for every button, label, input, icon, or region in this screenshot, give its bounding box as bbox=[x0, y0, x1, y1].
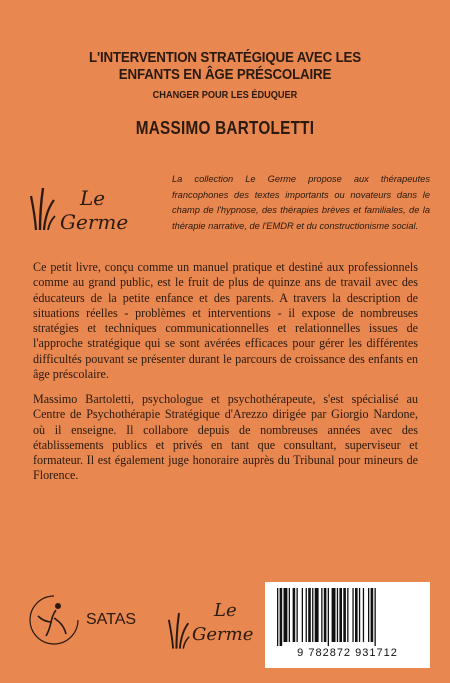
isbn-number: 9 782872 931712 bbox=[297, 647, 398, 659]
le-germe-logo bbox=[30, 178, 170, 238]
barcode-bar bbox=[280, 588, 283, 646]
barcode-bar bbox=[312, 588, 313, 642]
barcode-bar bbox=[352, 588, 353, 642]
title-line-2: ENFANTS EN ÂGE PRÉSCOLAIRE bbox=[118, 67, 332, 83]
barcode-bar bbox=[355, 588, 358, 642]
barcode-bar bbox=[368, 588, 369, 642]
barcode-bar bbox=[375, 588, 376, 646]
barcode-bar bbox=[324, 588, 327, 642]
barcode-bar bbox=[339, 588, 342, 642]
description-paragraph: Ce petit livre, conçu comme un manuel pratique et destiné aux professionnels comme au grand public, est le fruit de plus de quinze ans de travail avec des éducateurs de la petite enfance et des parents. A travers la description de situations réelles - problèmes et interventions - il expose de nombreuses stratégies et techniques communicationnelles et relationnelles issues de l'approche stratégique qui se sont avérées efficaces pour gérer les différentes difficultés pouvant se présenter durant le parcours de croissance des enfants en âge préscolaire. bbox=[33, 260, 418, 382]
author-name: MASSIMO BARTOLETTI bbox=[135, 118, 315, 138]
barcode-bar bbox=[308, 588, 311, 642]
barcode-bar bbox=[371, 588, 374, 642]
logo-text-germe: Germe bbox=[192, 624, 254, 645]
book-title bbox=[36, 50, 413, 84]
barcode-bar bbox=[328, 588, 329, 646]
barcode-bars bbox=[277, 588, 418, 646]
author-bio-paragraph: Massimo Bartoletti, psychologue et psychothérapeute, s'est spécialisé au Centre de Psychothérapie Stratégique d'Arezzo dirigée par Giorgio Nardone, où il enseigne. Il collabore depuis de nombreuses années avec des établissements publics et privés en tant que consultant, superviseur et formateur. Il est également juge honoraire auprès du Tribunal pour mineurs de Florence. bbox=[33, 392, 418, 483]
barcode-bar bbox=[289, 588, 290, 642]
barcode-bar bbox=[302, 588, 303, 642]
barcode-bar bbox=[277, 588, 278, 646]
barcode-bar bbox=[315, 588, 319, 642]
collection-description: La collection Le Germe propose aux thérapeutes francophones des textes importants ou novateurs dans le champ de l'hypnose, des thérapies brèves et familiales, de la thérapie narrative, de l'EMDR et du constructionisme social. bbox=[172, 174, 430, 231]
barcode-bar bbox=[306, 588, 307, 642]
book-subtitle: CHANGER POUR LES ÉDUQUER bbox=[152, 90, 298, 101]
publisher-name: SATAS bbox=[86, 611, 137, 628]
le-germe-footer-logo bbox=[168, 598, 268, 658]
barcode-bar bbox=[297, 588, 298, 642]
grass-icon bbox=[30, 186, 56, 230]
barcode-bar bbox=[363, 588, 364, 642]
barcode-bar bbox=[337, 588, 338, 642]
barcode-bar bbox=[343, 588, 346, 642]
barcode-bar bbox=[293, 588, 296, 642]
logo-text-le: Le bbox=[214, 600, 237, 621]
satas-logo-icon bbox=[26, 592, 82, 648]
title-line-1: L'INTERVENTION STRATÉGIQUE AVEC LES bbox=[89, 50, 361, 66]
barcode-bar bbox=[284, 588, 288, 642]
barcode-bar bbox=[347, 588, 348, 642]
grass-icon bbox=[168, 610, 190, 650]
logo-text-germe: Germe bbox=[60, 210, 129, 234]
barcode-bar bbox=[359, 588, 360, 642]
barcode-bar bbox=[332, 588, 336, 642]
logo-text-le: Le bbox=[80, 186, 106, 210]
barcode bbox=[265, 582, 430, 668]
barcode-bar bbox=[321, 588, 322, 642]
